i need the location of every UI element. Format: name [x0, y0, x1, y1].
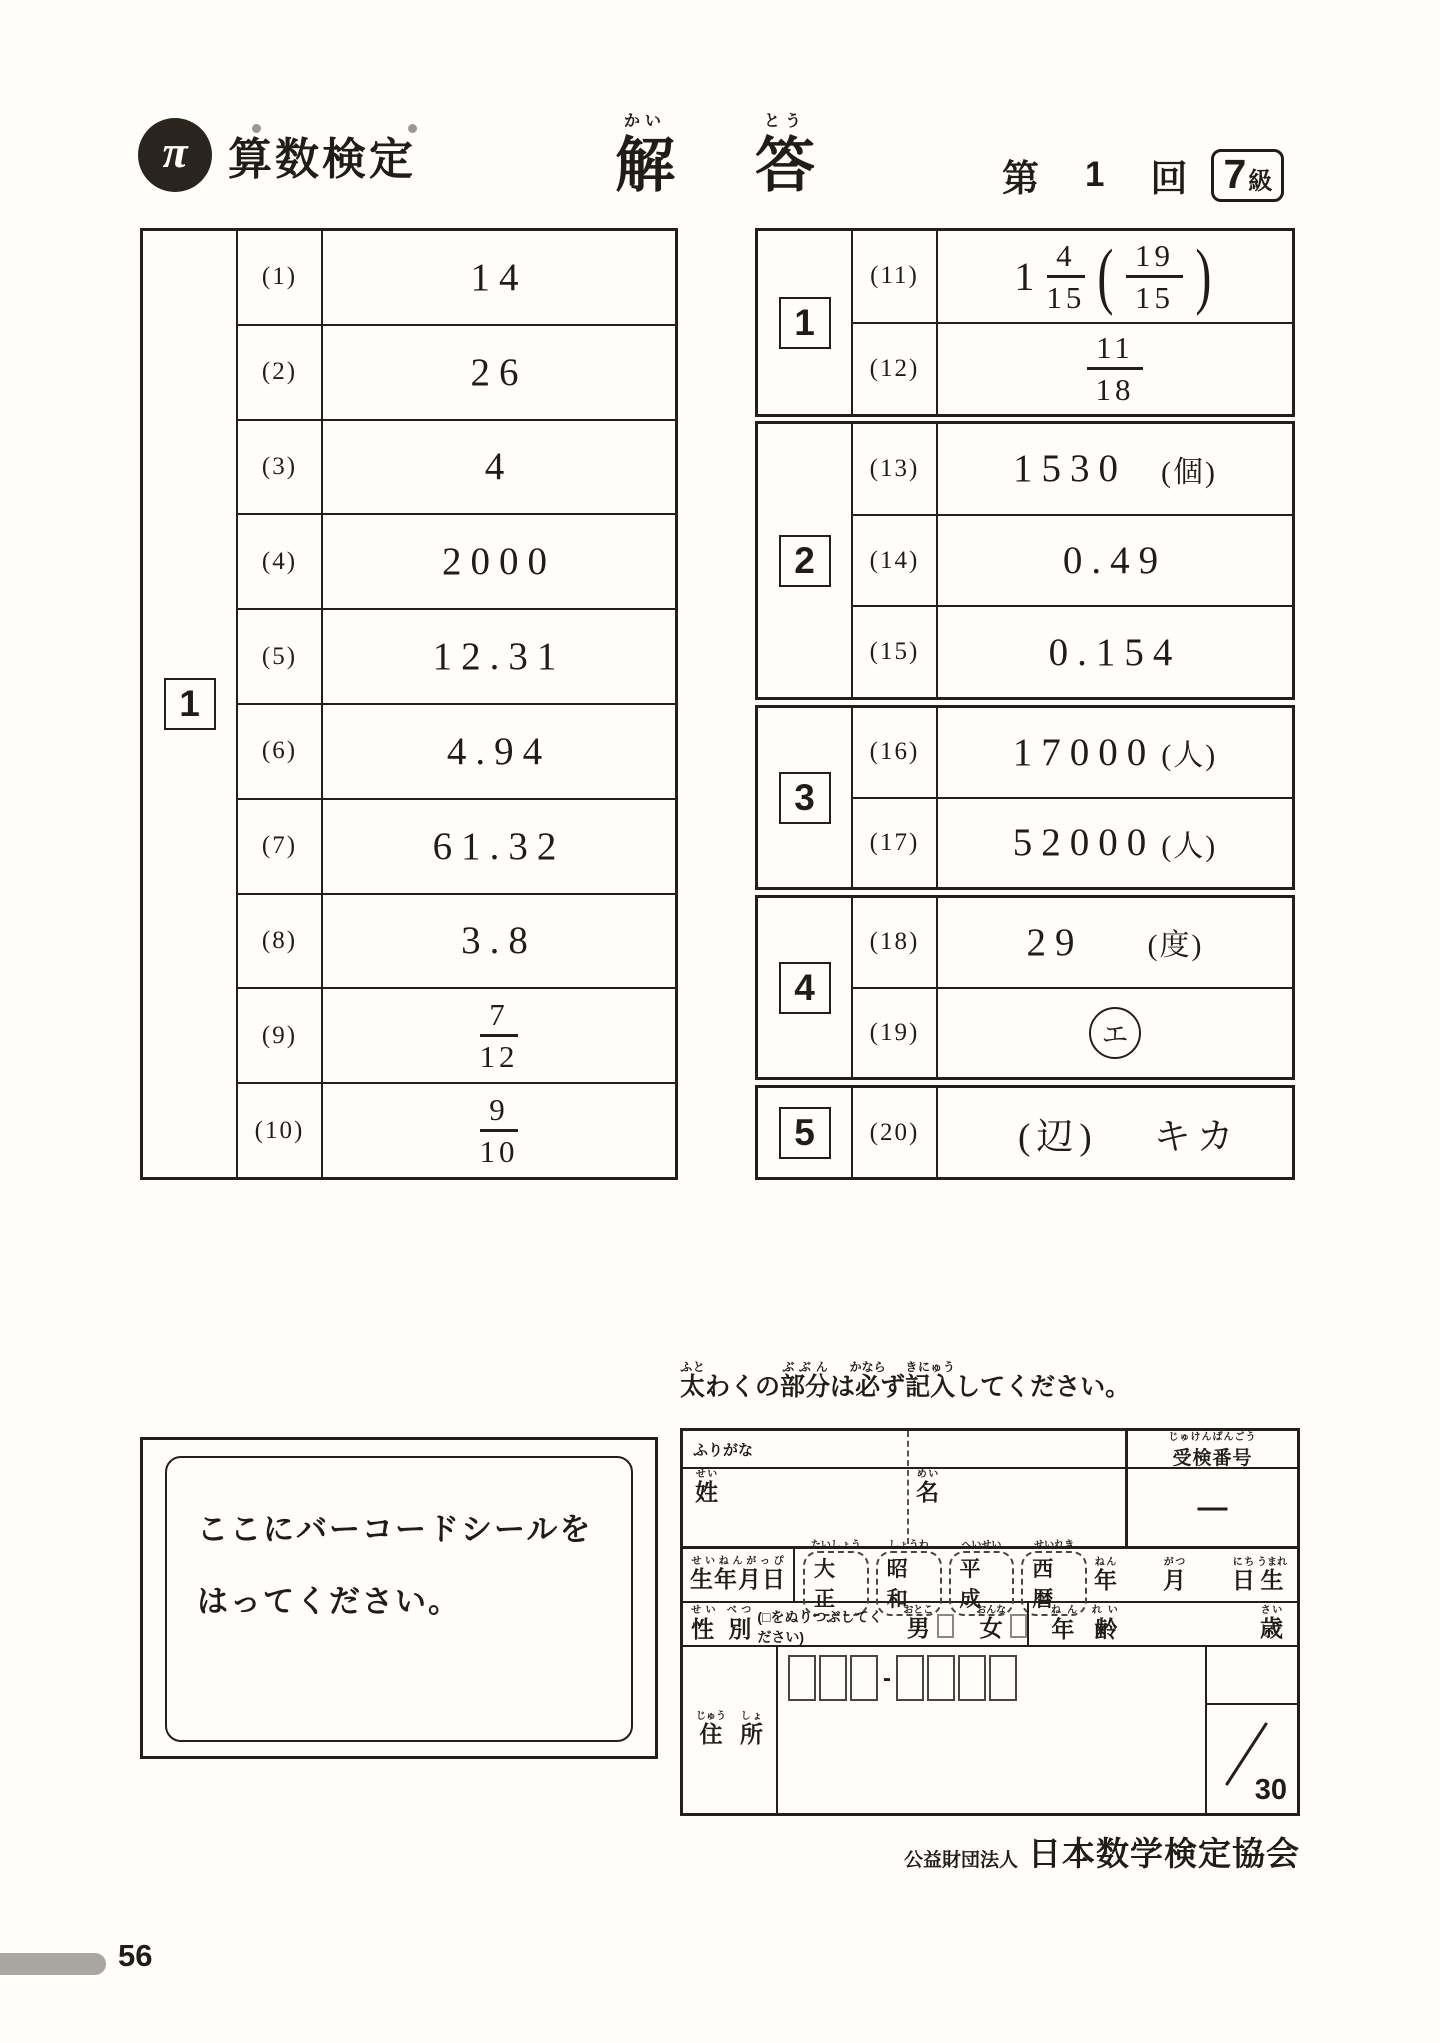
- name-split-divider: [907, 1431, 909, 1544]
- answer-value: 4.94: [446, 729, 552, 773]
- answer-value: 29 (度): [1026, 920, 1204, 964]
- pi-glyph: π: [162, 126, 188, 177]
- group-label-column: [758, 1088, 853, 1177]
- era-heisei[interactable]: へいせい 平成: [949, 1536, 1015, 1616]
- gender-age-row: [683, 1603, 1297, 1647]
- grade-badge: 7 級: [1211, 149, 1284, 202]
- furigana-row: [683, 1431, 1297, 1469]
- org-name: 日本数学検定協会: [1028, 1835, 1300, 1872]
- session-kai: 回: [1150, 159, 1188, 200]
- postal-digit-box[interactable]: [989, 1655, 1017, 1701]
- answer-value: 17000 (人): [1012, 730, 1218, 774]
- answer-value: [938, 989, 1292, 1078]
- circled-choice: エ: [1089, 1007, 1141, 1059]
- score-column: [1205, 1647, 1297, 1813]
- era-taisho[interactable]: たいしょう 大正: [803, 1536, 869, 1616]
- group-label-column: [758, 708, 853, 887]
- answer-row-9: (9) $\frac{7}{12}$: [238, 989, 675, 1084]
- barcode-sticker-frame: ここにバーコードシールを はってください。: [165, 1456, 633, 1742]
- answer-row-6: (6) 4.94: [238, 705, 675, 800]
- group-4-box: 4: [779, 962, 831, 1014]
- answer-row-13: (13) 1530 (個): [853, 424, 1292, 516]
- fill-in-notice: 太ふとわくの部分ぶぶんは必かならず記入きにゅうしてください。: [680, 1360, 1131, 1401]
- open-paren: (: [1097, 234, 1114, 317]
- answer-row-14: (14) 0.49: [853, 516, 1292, 608]
- answer-value: 1 $\frac{4}{15}$ ( $\frac{19}{15}$ ): [1014, 234, 1212, 317]
- answer-value: 2000: [442, 540, 556, 584]
- answer-row-11: (11) 1 $\frac{4}{15}$ ( $\frac{19}{15}$ ): [853, 231, 1292, 324]
- close-paren: ): [1195, 234, 1212, 317]
- postal-digit-box[interactable]: [927, 1655, 955, 1701]
- answer-row-19: (19) エ: [853, 989, 1292, 1078]
- birthdate-label: 生年月日せいねんがっぴ: [683, 1549, 795, 1601]
- answer-table-group-5: [755, 1085, 1295, 1180]
- session-info: [1002, 148, 1284, 202]
- answer-unit: (個): [1161, 455, 1217, 489]
- page-number: 56: [118, 1938, 153, 1973]
- birthdate-field[interactable]: [795, 1540, 1297, 1611]
- answer-row-3: (3) 4: [238, 421, 675, 516]
- answer-value: [323, 1084, 675, 1177]
- session-dai: 第: [1002, 159, 1039, 200]
- answer-row-15: (15) 0.154: [853, 607, 1292, 697]
- answer-value: 4: [484, 445, 514, 489]
- exam-number-header: じゅけんばんごう 受検番号: [1125, 1431, 1297, 1467]
- answer-row-4: (4) 2000: [238, 515, 675, 610]
- organization-line: [680, 1828, 1300, 1875]
- furigana: じゅけんばんごう: [1168, 1432, 1257, 1443]
- answer-table-group-3: [755, 705, 1295, 890]
- page-title: [555, 108, 875, 197]
- address-label: 住じゅう 所しょ: [683, 1647, 778, 1813]
- gender-note: (□をぬりつぶしてください): [757, 1609, 883, 1645]
- answer-value: 52000 (人): [1012, 821, 1218, 865]
- answer-table-group-1: [755, 228, 1295, 417]
- brand-logo: [138, 118, 416, 192]
- answer-row-1: (1) 14: [238, 231, 675, 326]
- group-3-box: 3: [779, 772, 831, 824]
- answer-value: 3.8: [461, 919, 537, 963]
- exam-number-field[interactable]: [1125, 1469, 1297, 1546]
- furigana: とう: [763, 113, 806, 130]
- age-field[interactable]: 年 齢ねん れい 歳さい: [1027, 1603, 1297, 1645]
- logo-accent-dot: [252, 124, 261, 133]
- title-char-kai: かい 解: [615, 108, 675, 197]
- furigana-cell[interactable]: ふりがな: [693, 1442, 754, 1459]
- answer-row-5: (5) 12.31: [238, 610, 675, 705]
- answer-value: 12.31: [432, 635, 566, 679]
- address-field[interactable]: [778, 1647, 1205, 1813]
- group-label-column: [143, 231, 238, 1177]
- group-label-column: [758, 424, 853, 697]
- logo-accent-dot: [408, 124, 417, 133]
- address-row: [683, 1647, 1297, 1813]
- postal-hyphen: -: [883, 1665, 891, 1692]
- exam-number-dash: —: [1197, 1490, 1228, 1524]
- male-label: 男おとこ: [903, 1605, 934, 1641]
- answer-value: 26: [470, 350, 528, 394]
- score-cell: [1207, 1705, 1297, 1813]
- answer-row-7: (7) 61.32: [238, 800, 675, 895]
- year-month-day-labels: 年ねん 月がつ 日にち 生うまれ: [1094, 1557, 1287, 1593]
- postal-digit-box[interactable]: [896, 1655, 924, 1701]
- answer-value: 14: [470, 255, 528, 299]
- answer-row-16: (16) 17000 (人): [853, 708, 1292, 799]
- postal-digit-box[interactable]: [788, 1655, 816, 1701]
- group-5-box: 5: [779, 1107, 831, 1159]
- answer-value: (辺) キカ: [938, 1088, 1292, 1177]
- answer-value: [938, 324, 1292, 415]
- answer-prefix: (辺): [1018, 1116, 1098, 1158]
- org-type: 公益財団法人: [903, 1850, 1018, 1871]
- answer-table-left: [140, 228, 678, 1180]
- answer-row-20: (20) (辺) キカ: [853, 1088, 1292, 1177]
- furigana: かい: [623, 113, 666, 130]
- logo-text: 算数検定: [228, 135, 416, 184]
- page-number-bar: [0, 1953, 106, 1975]
- fraction: $\frac{4}{15}$: [1046, 237, 1086, 315]
- answer-row-2: (2) 26: [238, 326, 675, 421]
- session-number: 1: [1085, 155, 1105, 194]
- score-empty-cell: [1207, 1647, 1297, 1705]
- answer-value: 1530 (個): [1013, 447, 1217, 491]
- given-name-field[interactable]: 名めい: [916, 1469, 939, 1505]
- group-1-box: 1: [779, 297, 831, 349]
- answer-value: 61.32: [432, 824, 566, 868]
- postal-digit-box[interactable]: [819, 1655, 847, 1701]
- title-char-tou: とう 答: [755, 108, 815, 197]
- female-checkbox[interactable]: [1010, 1614, 1027, 1638]
- pi-logo-icon: [138, 118, 212, 192]
- fraction: $\frac{11}{18}$: [1087, 329, 1143, 408]
- fraction: $\frac{7}{12}$: [479, 997, 519, 1075]
- group-2-box: 2: [779, 535, 831, 587]
- group-label-column: [758, 898, 853, 1077]
- answer-row-8: (8) 3.8: [238, 895, 675, 990]
- answer-value: 0.49: [1062, 539, 1168, 582]
- family-name-field[interactable]: 姓せい: [695, 1469, 718, 1505]
- answer-value: 0.154: [1048, 630, 1182, 674]
- era-seireki[interactable]: せいれき 西暦: [1021, 1536, 1087, 1616]
- answer-row-12: (12) $\frac{11}{18}$: [853, 324, 1292, 415]
- answer-unit: (人): [1161, 829, 1218, 863]
- personal-info-form: [680, 1428, 1300, 1816]
- gender-field[interactable]: 性 別せい べつ (□をぬりつぶしてください) 男おとこ 女おんな: [683, 1603, 1027, 1645]
- answer-row-17: (17) 52000 (人): [853, 799, 1292, 888]
- answer-row-18: (18) 29 (度): [853, 898, 1292, 989]
- era-showa[interactable]: しょうわ 昭和: [876, 1536, 942, 1616]
- answer-row-10: (10) $\frac{9}{10}$: [238, 1084, 675, 1177]
- barcode-area: [140, 1437, 658, 1759]
- answer-unit: (度): [1147, 929, 1204, 963]
- postal-digit-box[interactable]: [958, 1655, 986, 1701]
- answer-unit: (人): [1161, 739, 1218, 773]
- score-max: 30: [1254, 1774, 1287, 1806]
- name-cells: [683, 1469, 1125, 1546]
- answer-table-group-2: [755, 421, 1295, 700]
- birthdate-row: [683, 1540, 1297, 1611]
- group-1-box: 1: [164, 678, 216, 730]
- answer-table-group-4: [755, 895, 1295, 1080]
- fraction: $\frac{9}{10}$: [479, 1091, 519, 1170]
- postal-digit-box[interactable]: [850, 1655, 878, 1701]
- answer-value: [323, 989, 675, 1082]
- male-checkbox[interactable]: [937, 1614, 954, 1638]
- fraction: $\frac{19}{15}$: [1126, 237, 1183, 316]
- group-label-column: [758, 231, 853, 414]
- female-label: 女おんな: [976, 1605, 1007, 1641]
